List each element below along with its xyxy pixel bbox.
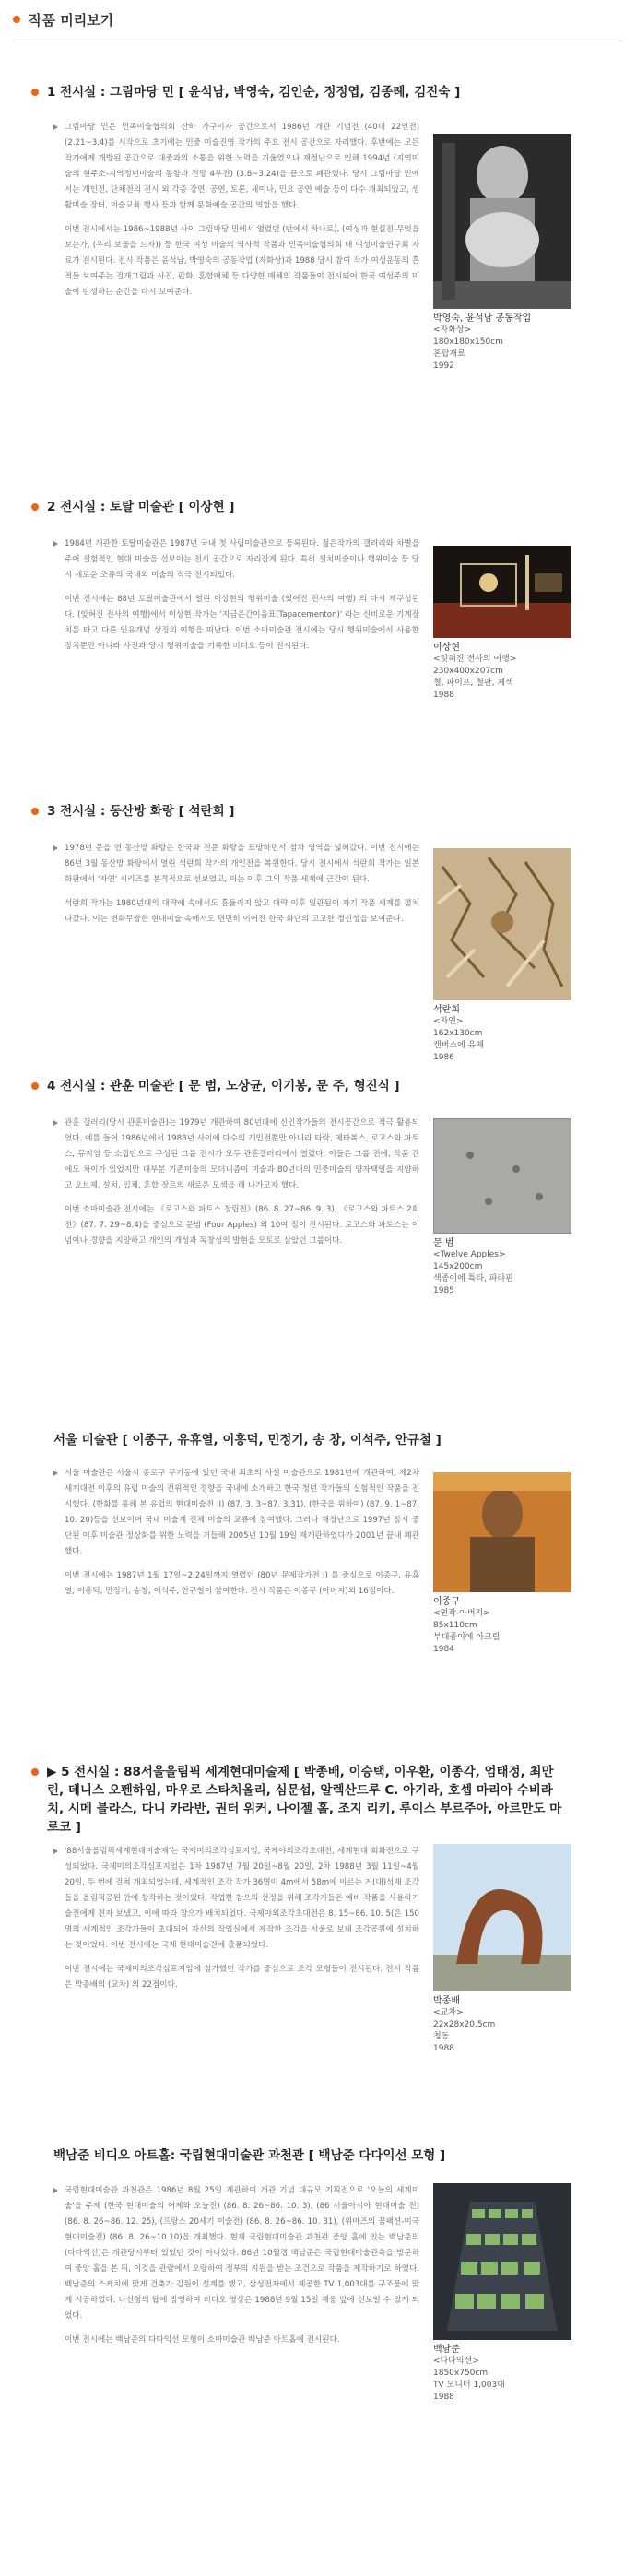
bullet-dot-icon bbox=[31, 1082, 39, 1090]
artwork-title: <연작-아버지> bbox=[433, 1609, 490, 1618]
artwork-artist: 이상현 bbox=[433, 643, 460, 653]
artwork-image bbox=[433, 1472, 571, 1592]
artwork-caption bbox=[433, 1596, 571, 1656]
paragraph: 서울 미술관은 서울시 종로구 구기동에 있던 국내 최초의 사설 미술관으로 1981년에 개관하여, 제2차 세계대전 이후의 유럽 미술의 전위적인 경향을 국내에 소개하고 한국 청년 작가들의 실험적인 작품을 전시했다. (한화를 통해 본 유럽의 현대미술전 II) (87. 3. 3~87. 3.31), (한국을 위하여) (87. 9. 1~87. 10. 20)등을 선보이며 국내 미술계 전체 미술의 교류에 참여했다. 그러나 재정난으로 1997년 잠시 중단된 이후 미술관 정상화를 위한 노력을 거듭해 2005년 10월 19일 재개관하였다가 2001년 끝내 폐관했다. bbox=[65, 1466, 419, 1560]
artwork-card bbox=[433, 1118, 571, 1297]
artwork-year: 1984 bbox=[433, 1645, 454, 1654]
artwork-caption bbox=[433, 1995, 571, 2055]
bullet-dot-icon bbox=[31, 808, 39, 815]
page-title bbox=[13, 7, 113, 31]
artwork-size: 1850x750cm bbox=[433, 2369, 489, 2378]
artwork-card bbox=[433, 1844, 571, 2055]
bullet-dot-icon bbox=[31, 89, 39, 96]
artwork-year: 1992 bbox=[433, 361, 454, 371]
artwork-artist: 박영숙, 윤석남 공동작업 bbox=[433, 313, 532, 324]
section-title: 2 전시실 : 토탈 미술관 [ 이상현 ] bbox=[31, 498, 563, 516]
artwork-card bbox=[433, 1472, 571, 1656]
artwork-caption bbox=[433, 2344, 571, 2404]
section-title: 4 전시실 : 관훈 미술관 [ 문 범, 노상균, 이기봉, 문 주, 형진식 ] bbox=[31, 1077, 563, 1095]
section-body bbox=[65, 1466, 419, 1608]
artwork-artist: 석란희 bbox=[433, 1005, 460, 1015]
section-title: 3 전시실 : 동산방 화랑 [ 석란희 ] bbox=[31, 802, 563, 821]
bullet-dot-icon bbox=[31, 503, 39, 511]
bullet-dot-icon bbox=[13, 16, 20, 23]
artwork-title: <자화상> bbox=[433, 325, 472, 335]
artwork-image bbox=[433, 2183, 571, 2340]
section-paik bbox=[0, 2146, 636, 2552]
artwork-caption bbox=[433, 1237, 571, 1297]
artwork-size: 22x28x20.5cm bbox=[433, 2020, 496, 2029]
triangle-bullet-icon bbox=[53, 124, 58, 130]
artwork-medium: TV 모니터 1,003대 bbox=[433, 2381, 505, 2390]
artwork-size: 180x180x150cm bbox=[433, 337, 503, 347]
section-3 bbox=[0, 802, 636, 1060]
paragraph: 석란희 작가는 1980년대의 대략에 속에서도 흔들리지 않고 대략 이후 일관됨이 자기 작품 세계를 펼쳐 나갔다. 이는 변화무쌍한 현대미술 속에서도 면면히 이어진 한국 화단의 고고한 정신성을 보여준다. bbox=[65, 899, 419, 924]
bullet-dot-icon bbox=[31, 1768, 39, 1776]
artwork-medium: 부대종이에 아크릴 bbox=[433, 1633, 501, 1642]
artwork-image bbox=[433, 134, 571, 309]
artwork-image bbox=[433, 546, 571, 638]
artwork-card bbox=[433, 134, 571, 372]
section-body bbox=[65, 1116, 419, 1258]
artwork-artist: 박종배 bbox=[433, 1996, 460, 2006]
artwork-artist: 문 범 bbox=[433, 1238, 454, 1248]
artwork-card bbox=[433, 2183, 571, 2404]
artwork-title: <Twelve Apples> bbox=[433, 1250, 506, 1259]
triangle-bullet-icon bbox=[53, 541, 58, 547]
section-2 bbox=[0, 498, 636, 774]
artwork-medium: 청동 bbox=[433, 2032, 450, 2041]
artwork-title: <잊혀진 전사의 여행> bbox=[433, 655, 517, 664]
artwork-medium: 캔버스에 유채 bbox=[433, 1041, 485, 1050]
artwork-size: 230x400x207cm bbox=[433, 667, 503, 676]
artwork-title: <자연> bbox=[433, 1017, 464, 1026]
paragraph: 국립현대미술관 과천관은 1986년 8월 25일 개관하여 개관 기념 대규모 기획전으로 '오늘의 세계미술'을 주제 (한국 현대미술의 어제와 오늘전) (86. 8. 26~86. 10. 3), (86 서울아시아 현대미술 전) (86. 8. 26~86. 12. 25), (프랑스 20세기 미술전) (86. 8. 26~86. 10. 31), (위마즈의 꿈팩션-미국 현대미술전) (86. 8. 26~10.10)을 개최했다. 현재 국립현대미술관 과천관 중앙 홀에 있는 백남준의 (다다익선)은 개관당시부터 있었던 것이 아니었다. 86년 10월경 백남준은 국립현대미술관측을 방문하여 중앙 홀을 본 뒤, 이것을 관람에서 오랑하여 정부의 지원을 받는 조건으로 작품을 제작하기로 하였다. 백남준의 스케치에 맞게 건축가 김원이 설계를 했고, 삼성전자에서 제공한 TV 1,003대를 구조물에 맞게 시공하였다. 나선형의 탑에 방영하여 비디오 영상은 1988년 9월 15일 재웅 앞에 선보일 수 있게 되었다. bbox=[65, 2183, 419, 2324]
page-title-text: 작품 미리보기 bbox=[29, 11, 114, 29]
section-4 bbox=[0, 1077, 636, 1409]
section-body bbox=[65, 1844, 419, 2002]
artwork-year: 1988 bbox=[433, 2393, 454, 2402]
paragraph: 1984년 개관한 토탈미술관은 1987년 국내 첫 사립미술관으로 등록된다. 젊은작가의 갤러리와 차별을 주어 실험적인 현대 미술을 선보이는 전시 공간으로 자리잡게 된다. 특히 설치미술이나 행위미술 등 당시 새로운 조류의 국내외 미술의 적극 전시되었다. bbox=[65, 537, 419, 584]
artwork-title: <다다익선> bbox=[433, 2357, 479, 2366]
artwork-title: <교차> bbox=[433, 2008, 464, 2017]
artwork-artist: 이종구 bbox=[433, 1597, 460, 1607]
paragraph: '88서울올림픽세계현대미술제'는 국제미의조각심포지엄, 국제야외조각초대전, 세계현대 회화전으로 구성되었다. 국제미의조각심포지엄은 1차 1987년 7월 20일~8월 20일, 2차 1988년 3월 11일~4월 20일, 두 번에 걸쳐 개최되었는데, 세계적인 조각 작가 36명이 4m에서 58m에 이르는 거(대)석재 조각들을 올림픽공원 안에 창작하는 것이었다. 작업한 참으의 선정을 위해 조각가들은 예비 작품을 사용하기술진에게 전자 보냈고, 이에 따라 참으가 배치되었다. 국제야외조각초대전은 8. 15~86. 10. 5(은 150명의 세계적인 조각가들이 초대되어 자신의 작업실에서 제작한 조각을 서울로 보내 조각공원에 설치하는 것이었다. 이번 전시에는 국제 현대미술전에 출품되었다. bbox=[65, 1844, 419, 1954]
artwork-artist: 백남준 bbox=[433, 2345, 460, 2355]
paragraph: 이번 전시에는 88년 토탈미술관에서 열린 이상현의 행위미술 (있어진 전사의 여행) 의 다시 재구성된다. (잊혀진 전사의 여행)에서 이상현 작가는 '지금은간이음표(Tapacementon)' 라는 신비로운 기계장치를 타고 다른 인유개념 상징의 여행을 떠난다. 이번 소마미술관 전시에는 당시 행위미술에서 사용한 장치뿐만 아니라 사진과 당시 행위미술을 기록한 비디오 등이 전시된다. bbox=[65, 595, 419, 651]
triangle-bullet-icon bbox=[53, 1849, 58, 1854]
artwork-caption bbox=[433, 313, 571, 372]
section-seoul bbox=[0, 1431, 636, 1744]
paragraph: 1978년 문을 연 동산방 화랑은 한국화 전문 화랑을 표방하면서 점차 영역을 넓혀갔다. 이번 전시에는 86년 3월 동산방 화랑에서 열린 석란희 작가의 개인전을 복원한다. 당시 전시에서 석란희 작가는 일본 화판에서 '자연' 시리즈를 본격적으로 선보였고, 이는 이후 그의 작품 세계에 근간이 된다. bbox=[65, 841, 419, 888]
artwork-caption bbox=[433, 1004, 571, 1064]
section-title: 1 전시실 : 그림마당 민 [ 윤석남, 박영숙, 김인순, 정정엽, 김종례, 김진숙 ] bbox=[31, 83, 563, 101]
paragraph: 이번 전시에서는 1986~1988년 사이 그림마당 민에서 열렸던 (반에서 하나로), (여성과 현실전-무엇을 보는가, (우리 보물을 드자)) 등 한국 여성 미술의 역사적 작품과 민족미술협의회 내 여성미술연구회 자료가 전시된다. 전시 작품은 윤석남, 박영숙의 공동작업 (자화상)과 1988 당시 참여 작가 여성운동의 흔적들 보여주는 걸개그림과 사진, 판화, 혼합매체 등 다양한 매체의 작품들이 전시되어 한국 여성주의 미술이 탄생하는 순간을 다시 보여준다. bbox=[65, 225, 420, 297]
artwork-medium: 혼합재료 bbox=[433, 349, 465, 359]
triangle-bullet-icon bbox=[53, 1471, 58, 1476]
artwork-year: 1986 bbox=[433, 1053, 454, 1062]
section-body bbox=[65, 841, 419, 936]
artwork-size: 162x130cm bbox=[433, 1029, 483, 1038]
paragraph: 관훈 갤러리(당시 관훈미술관)는 1979년 개관하여 80년대에 신인작가들의 전시공간으로 적극 활용되었다. 예를 들어 1986년에서 1988년 사이에 다수의 개인전뿐만 아니라 타락, 메타복스, 로고스와 파토스, 뮤지엄 등 소집단으로 구성된 그룹 전시가 모두 관훈갤러리에서 열렸다. 이들은 그룹 전에, 작품 간에도 차이가 있었지만 대부분 기존미술의 모더니즘이 미술과 80년대의 민중미술의 양자택일을 지양하고 오브제, 설치, 입체, 혼합 장르의 새로운 모색을 해 나가고자 했다. bbox=[65, 1116, 419, 1194]
section-5 bbox=[0, 1763, 636, 2122]
artwork-image bbox=[433, 1844, 571, 1991]
artwork-year: 1988 bbox=[433, 691, 454, 700]
section-title: ▶ 5 전시실 : 88서울올림픽 세계현대미술제 [ 박종배, 이승택, 이우환, 이종각, 엄태정, 최만린, 데니스 오펜하임, 마우로 스타치올리, 심문섭, 알렉산드루 C. 아기라, 호셉 마리아 수비라치, 시메 블라스, 다니 카라반, 권터 위커, 나이젤 홀, 조지 리키, 루이스 부르주아, 아르만도 마로코 ] bbox=[31, 1763, 563, 1837]
paragraph: 이번 소마미술관 전시에는 《로고스와 파토스 창립전》(86. 8. 27~86. 9. 3), 《로고스와 파토스 2회전》(87. 7. 29~8.4)을 중심으로 문범 (Four Apples) 외 10여 점이 전시된다. 로고스와 파토스는 이념이나 경향을 지양하고 개인의 개성과 독창성의 발현을 모토로 삼았던 그룹이다. bbox=[65, 1205, 419, 1246]
artwork-medium: 색종이에 특타, 파라핀 bbox=[433, 1274, 513, 1283]
section-1 bbox=[0, 83, 636, 489]
section-body bbox=[65, 120, 419, 309]
artwork-image bbox=[433, 1118, 571, 1234]
triangle-bullet-icon bbox=[53, 2188, 58, 2193]
section-body bbox=[65, 2183, 419, 2357]
artwork-size: 145x200cm bbox=[433, 1262, 483, 1271]
paragraph: 이번 전시에는 백남준의 다다익선 모형이 소마미술관 백남준 아트홀에 전시된다. bbox=[65, 2335, 340, 2345]
paragraph: 이번 전시에는 국제미의조각심포지엄에 참가했던 작가를 중심으로 조각 모형들이 전시된다. 전시 작품은 박종배의 (교차) 외 22점이다. bbox=[65, 1965, 419, 1990]
artwork-caption bbox=[433, 642, 571, 702]
triangle-bullet-icon bbox=[53, 845, 58, 851]
section-title: 서울 미술관 [ 이종구, 유휴열, 이흥덕, 민정기, 송 창, 이석주, 안규철 ] bbox=[53, 1433, 442, 1448]
section-title: 백남준 비디오 아트홀: 국립현대미술관 과천관 [ 백남준 다다익선 모형 ] bbox=[53, 2148, 446, 2163]
artwork-size: 85x110cm bbox=[433, 1621, 477, 1630]
paragraph: 그림마당 민은 민족미술협의회 산하 가구이자 공간으로서 1986년 개관 기념전 (40대 22인전) (2.21~3.4)를 시작으로 초기에는 민중 미술진영 작가의 주요 전시 공간으로 자리했다. 후반에는 모든 작가에게 개방된 공간으로 대중과의 소통을 위한 노력을 기울였으나 재정난으로 인해 1994년 (지역미술의 현주소-지역정년미술의 동향과 전망 4부전) (3.8~3.24)을 끝으로 폐관했다. 당시 그림마당 민에서는 개인전, 단체전의 전시 외 각종 강연, 공연, 토론, 세미나, 민요 공연 예술 등이 다수 개최되었고, 생활미술 장터, 미술교육 행사 등과 함께 문화예술 공간의 역할을 했다. bbox=[65, 120, 419, 214]
artwork-medium: 철, 파이프, 철판, 체색 bbox=[433, 679, 513, 688]
triangle-bullet-icon bbox=[53, 1120, 58, 1126]
artwork-year: 1988 bbox=[433, 2044, 454, 2053]
paragraph: 이번 전시에는 1987년 1월 17일~2.24일까지 열렸던 (80년 문제작가전 I) 를 중심으로 이종구, 유휴열, 이흥덕, 민정기, 송창, 이석주, 안규철이 참여한다. 전시 작품은 이종구 (아버지)외 16점이다. bbox=[65, 1571, 419, 1596]
artwork-image bbox=[433, 848, 571, 1000]
section-body bbox=[65, 537, 419, 663]
artwork-card bbox=[433, 546, 571, 702]
artwork-year: 1985 bbox=[433, 1286, 454, 1295]
artwork-card bbox=[433, 848, 571, 1064]
